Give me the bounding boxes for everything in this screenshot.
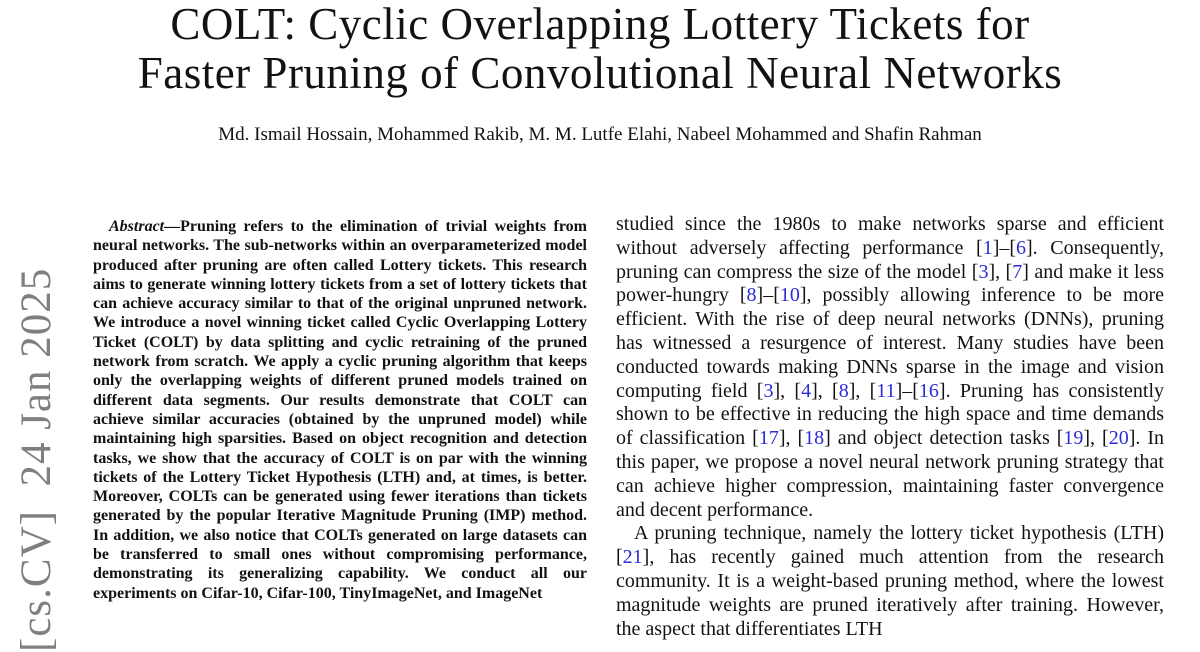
- abstract-body: —Pruning refers to the elimination of trivial weights from neural networks. The sub-networks within an overparameterized model produced after pruning are often called Lottery tickets. This research aims to generate winning lottery tickets from a set of lottery tickets that can achieve accuracy similar to that of the original unpruned network. We introduce a novel winning ticket called Cyclic Overlapping Lottery Ticket (COLT) by data splitting and cyclic retraining of the pruned network from scratch. We apply a cyclic pruning algorithm that keeps only the overlapping weights of different pruned models trained on different data segments. Our results demonstrate that COLT can achieve similar accuracies (obtained by the unpruned model) while maintaining high sparsities. Based on object recognition and detection tasks, we show that the accuracy of COLT is on par with the winning tickets of the Lottery Ticket Hypothesis (LTH) and, at times, is better. Moreover, COLTs can be generated using fewer iterations than tickets generated by the popular Iterative Magnitude Pruning (IMP) method. In addition, we also notice that COLTs generated on large datasets can be transferred to small ones without compromising performance, demonstrating its generalizing capability. We conduct all our experiments on Cifar-10, Cifar-100, TinyImageNet, and ImageNet: [93, 218, 587, 602]
- paper-authors: Md. Ismail Hossain, Mohammed Rakib, M. M. Lutfe Elahi, Nabeel Mohammed and Shafin Rahman: [218, 124, 982, 145]
- citation-ref[interactable]: 21: [622, 546, 643, 569]
- citation-ref[interactable]: 18: [804, 427, 825, 450]
- text-run: A pruning technique, namely the lottery ticket hypothesis (LTH) [: [616, 522, 1164, 569]
- text-run: ]. Consequently, pruning can compress the size of the model [: [616, 236, 1164, 283]
- citation-ref[interactable]: 10: [779, 284, 800, 307]
- text-run: ] and object detection tasks [: [824, 427, 1064, 450]
- text-run: ]. Pruning has consistently shown to be effective in reducing the high space and time demands of classification [: [616, 379, 1165, 450]
- citation-ref[interactable]: 8: [838, 379, 849, 402]
- citation-ref[interactable]: 8: [746, 284, 757, 307]
- citation-ref[interactable]: 6: [1016, 236, 1027, 259]
- citation-ref[interactable]: 1: [982, 236, 993, 259]
- text-run: ] and make it less power-hungry [: [616, 260, 1165, 307]
- citation-ref[interactable]: 11: [876, 379, 896, 402]
- text-run: ], possibly allowing inference to be more efficient. With the rise of deep neural networks (DNNs), pruning has witnessed a resurgence of interest. Many studies have been conducted towards making DNNs sparse in the image and vision computing field [: [616, 284, 1164, 402]
- citation-ref[interactable]: 3: [763, 379, 774, 402]
- text-run: ], [: [1083, 427, 1109, 450]
- text-run: ], [: [848, 379, 877, 402]
- text-run: ]–[: [895, 379, 919, 402]
- citation-ref[interactable]: 20: [1108, 427, 1129, 450]
- citation-ref[interactable]: 17: [758, 427, 779, 450]
- text-run: ], has recently gained much attention from the research community. It is a weight-based pruning method, where the lowest magnitude weights are pruned iteratively after training. However, the aspect that differentiates LTH: [616, 546, 1164, 640]
- abstract-label: Abstract: [109, 218, 165, 235]
- text-run: ]–[: [992, 236, 1017, 259]
- text-run: ]–[: [756, 284, 780, 307]
- introduction-column: [616, 213, 1164, 641]
- citation-ref[interactable]: 7: [1012, 260, 1023, 283]
- text-run: ], [: [811, 379, 839, 402]
- paper-title-line1: COLT: Cyclic Overlapping Lottery Tickets for: [170, 0, 1030, 49]
- abstract-paragraph: [93, 217, 587, 603]
- citation-ref[interactable]: 19: [1063, 427, 1084, 450]
- text-run: ], [: [778, 427, 805, 450]
- citation-ref[interactable]: 16: [918, 379, 939, 402]
- text-run: ], [: [773, 379, 802, 402]
- text-run: ], [: [988, 260, 1013, 283]
- paper-title-line2: Faster Pruning of Convolutional Neural Networks: [137, 48, 1063, 98]
- intro-paragraph: [616, 213, 1164, 522]
- text-run: ]. In this paper, we propose a novel neural network pruning strategy that can achieve higher compression, maintaining faster convergence and decent performance.: [616, 427, 1165, 521]
- text-run: studied since the 1980s to make networks sparse and efficient without adversely affecting performance [: [616, 213, 1164, 259]
- arxiv-stamp: [cs.CV] 24 Jan 2025: [13, 267, 60, 652]
- citation-ref[interactable]: 3: [978, 260, 989, 283]
- intro-paragraph: [616, 522, 1164, 641]
- paper-header: [0, 0, 1200, 98]
- citation-ref[interactable]: 4: [801, 379, 812, 402]
- abstract-column: [93, 217, 587, 603]
